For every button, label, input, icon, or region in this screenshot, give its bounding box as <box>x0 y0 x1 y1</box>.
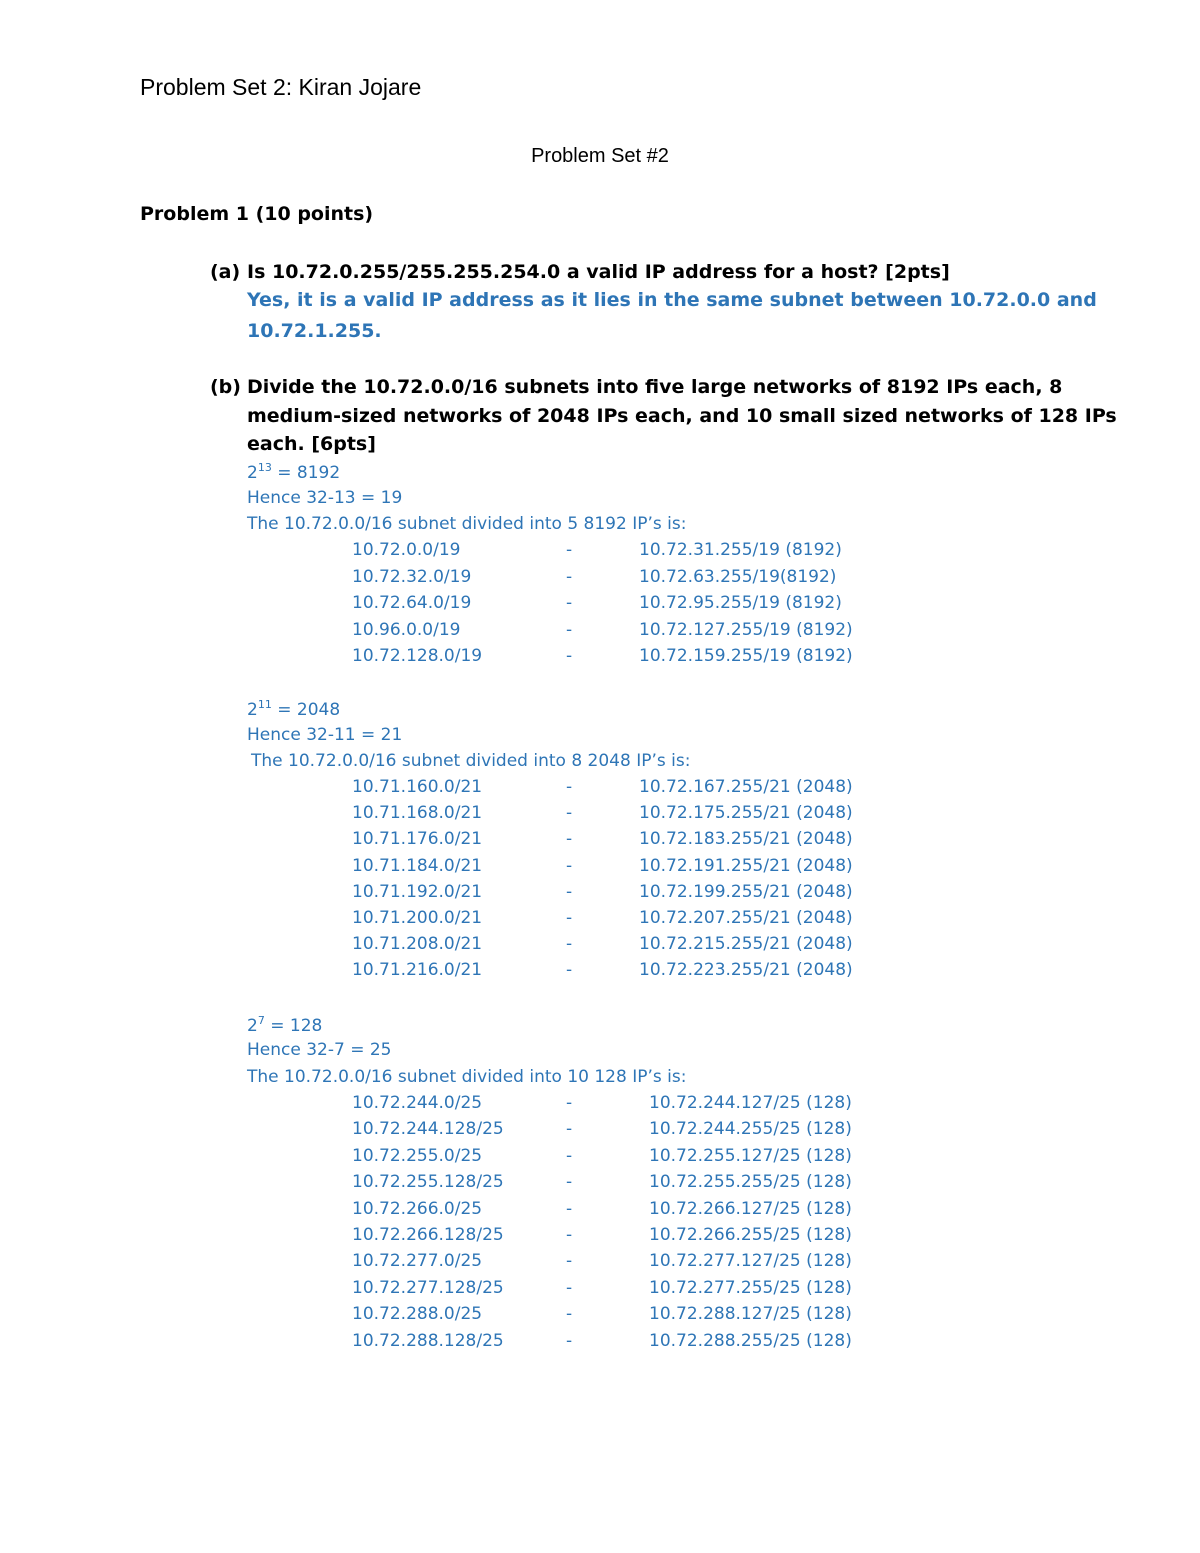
large-hence: Hence 32-13 = 19 <box>247 488 403 508</box>
range-dash: - <box>566 646 573 667</box>
subnet-start: 10.72.277.128/25 <box>352 1277 504 1298</box>
subnet-end: 10.72.266.255/25 (128) <box>649 1225 852 1245</box>
subnet-start: 10.72.288.128/25 <box>352 1330 504 1351</box>
subnet-row <box>0 646 1200 672</box>
answer-a-line2: 10.72.1.255. <box>247 320 382 342</box>
subnet-end: 10.72.199.255/21 (2048) <box>639 881 853 902</box>
subnet-row <box>0 1251 1200 1277</box>
subnet-row <box>0 540 1200 566</box>
subnet-row <box>0 620 1200 646</box>
subnet-end: 10.72.31.255/19 (8192) <box>639 540 842 560</box>
range-dash: - <box>566 803 573 824</box>
subnet-end: 10.72.255.127/25 (128) <box>649 1145 852 1166</box>
subnet-start: 10.72.64.0/19 <box>352 593 472 614</box>
subnet-start: 10.71.216.0/21 <box>352 960 483 981</box>
medium-power-equation <box>247 698 340 720</box>
subnet-row <box>0 960 1200 986</box>
question-a-text: Is 10.72.0.255/255.255.254.0 a valid IP address for a host? [2pts] <box>247 261 950 283</box>
subnet-start: 10.72.128.0/19 <box>352 646 483 667</box>
subnet-end: 10.72.215.255/21 (2048) <box>639 934 853 955</box>
subnet-start: 10.72.255.128/25 <box>352 1172 504 1193</box>
medium-hence: Hence 32-11 = 21 <box>247 725 403 745</box>
question-b-line1: Divide the 10.72.0.0/16 subnets into five large networks of 8192 IPs each, 8 <box>247 376 1063 398</box>
range-dash: - <box>566 1145 573 1166</box>
subnet-end: 10.72.288.255/25 (128) <box>649 1330 852 1351</box>
subnet-row <box>0 1119 1200 1145</box>
medium-pow-base: 2 <box>247 700 258 720</box>
range-dash: - <box>566 566 573 587</box>
subnet-row <box>0 1146 1200 1172</box>
subnet-end: 10.72.277.255/25 (128) <box>649 1277 852 1298</box>
question-a-label: (a) <box>210 261 241 283</box>
document-title: Problem Set #2 <box>531 145 669 167</box>
subnet-end: 10.72.255.255/25 (128) <box>649 1172 852 1193</box>
subnet-row <box>0 593 1200 619</box>
subnet-start: 10.72.288.0/25 <box>352 1304 483 1325</box>
medium-pow-result: = 2048 <box>271 700 341 720</box>
subnet-row <box>0 882 1200 908</box>
large-pow-exp: 13 <box>257 461 272 474</box>
small-pow-base: 2 <box>247 1016 258 1036</box>
subnet-end: 10.72.244.255/25 (128) <box>649 1119 852 1140</box>
answer-a-line1: Yes, it is a valid IP address as it lies in the same subnet between 10.72.0.0 and <box>247 289 1097 311</box>
small-pow-exp: 7 <box>257 1014 265 1027</box>
large-pow-result: = 8192 <box>271 463 341 483</box>
subnet-start: 10.72.266.0/25 <box>352 1198 483 1219</box>
subnet-start: 10.72.277.0/25 <box>352 1251 483 1272</box>
subnet-end: 10.72.288.127/25 (128) <box>649 1304 852 1325</box>
subnet-row <box>0 567 1200 593</box>
subnet-row <box>0 934 1200 960</box>
range-dash: - <box>566 1198 573 1219</box>
subnet-start: 10.71.168.0/21 <box>352 803 483 824</box>
subnet-start: 10.71.184.0/21 <box>352 855 483 876</box>
page-header: Problem Set 2: Kiran Jojare <box>140 74 422 100</box>
subnet-end: 10.72.175.255/21 (2048) <box>639 803 853 824</box>
range-dash: - <box>566 1330 573 1351</box>
small-intro: The 10.72.0.0/16 subnet divided into 10 128 IP’s is: <box>247 1067 687 1087</box>
subnet-start: 10.72.244.0/25 <box>352 1093 483 1113</box>
subnet-row <box>0 1093 1200 1119</box>
subnet-row <box>0 829 1200 855</box>
subnet-start: 10.71.208.0/21 <box>352 934 483 955</box>
subnet-end: 10.72.207.255/21 (2048) <box>639 908 853 928</box>
range-dash: - <box>566 881 573 902</box>
medium-intro: The 10.72.0.0/16 subnet divided into 8 2048 IP’s is: <box>251 751 691 771</box>
question-b-line2: medium-sized networks of 2048 IPs each, and 10 small sized networks of 128 IPs <box>247 405 1117 427</box>
subnet-start: 10.72.255.0/25 <box>352 1145 483 1166</box>
subnet-row <box>0 856 1200 882</box>
subnet-end: 10.72.244.127/25 (128) <box>649 1093 852 1113</box>
subnet-row <box>0 803 1200 829</box>
subnet-end: 10.72.183.255/21 (2048) <box>639 829 853 850</box>
subnet-row <box>0 1199 1200 1225</box>
medium-pow-exp: 11 <box>257 698 272 711</box>
large-pow-base: 2 <box>247 463 258 483</box>
subnet-end: 10.72.277.127/25 (128) <box>649 1251 852 1272</box>
small-hence: Hence 32-7 = 25 <box>247 1040 392 1060</box>
range-dash: - <box>566 1304 573 1325</box>
subnet-end: 10.72.191.255/21 (2048) <box>639 855 853 876</box>
subnet-start: 10.71.200.0/21 <box>352 908 483 928</box>
range-dash: - <box>566 960 573 981</box>
small-power-equation <box>247 1014 322 1036</box>
subnet-start: 10.96.0.0/19 <box>352 619 461 640</box>
range-dash: - <box>566 1251 573 1272</box>
subnet-start: 10.71.192.0/21 <box>352 881 483 902</box>
range-dash: - <box>566 855 573 876</box>
range-dash: - <box>566 1277 573 1298</box>
subnet-row <box>0 1225 1200 1251</box>
subnet-end: 10.72.63.255/19(8192) <box>639 566 837 587</box>
subnet-row <box>0 1331 1200 1357</box>
subnet-start: 10.72.0.0/19 <box>352 540 461 560</box>
range-dash: - <box>566 1225 573 1245</box>
subnet-start: 10.72.32.0/19 <box>352 566 472 587</box>
range-dash: - <box>566 1119 573 1140</box>
range-dash: - <box>566 593 573 614</box>
range-dash: - <box>566 619 573 640</box>
subnet-row <box>0 777 1200 803</box>
small-pow-result: = 128 <box>264 1016 323 1036</box>
subnet-end: 10.72.266.127/25 (128) <box>649 1198 852 1219</box>
subnet-start: 10.71.160.0/21 <box>352 777 483 797</box>
range-dash: - <box>566 934 573 955</box>
problem-heading: Problem 1 (10 points) <box>140 203 374 225</box>
subnet-start: 10.72.266.128/25 <box>352 1225 504 1245</box>
subnet-end: 10.72.167.255/21 (2048) <box>639 777 853 797</box>
large-intro: The 10.72.0.0/16 subnet divided into 5 8192 IP’s is: <box>247 514 687 534</box>
range-dash: - <box>566 777 573 797</box>
subnet-row <box>0 1172 1200 1198</box>
range-dash: - <box>566 1093 573 1113</box>
range-dash: - <box>566 829 573 850</box>
subnet-start: 10.72.244.128/25 <box>352 1119 504 1140</box>
range-dash: - <box>566 1172 573 1193</box>
subnet-end: 10.72.95.255/19 (8192) <box>639 593 842 614</box>
subnet-row <box>0 1304 1200 1330</box>
question-b-label: (b) <box>210 376 241 398</box>
subnet-start: 10.71.176.0/21 <box>352 829 483 850</box>
subnet-row <box>0 908 1200 934</box>
question-b-line3: each. [6pts] <box>247 433 376 455</box>
large-power-equation <box>247 461 340 483</box>
range-dash: - <box>566 908 573 928</box>
range-dash: - <box>566 540 573 560</box>
subnet-end: 10.72.127.255/19 (8192) <box>639 619 853 640</box>
subnet-end: 10.72.223.255/21 (2048) <box>639 960 853 981</box>
subnet-row <box>0 1278 1200 1304</box>
subnet-end: 10.72.159.255/19 (8192) <box>639 646 853 667</box>
